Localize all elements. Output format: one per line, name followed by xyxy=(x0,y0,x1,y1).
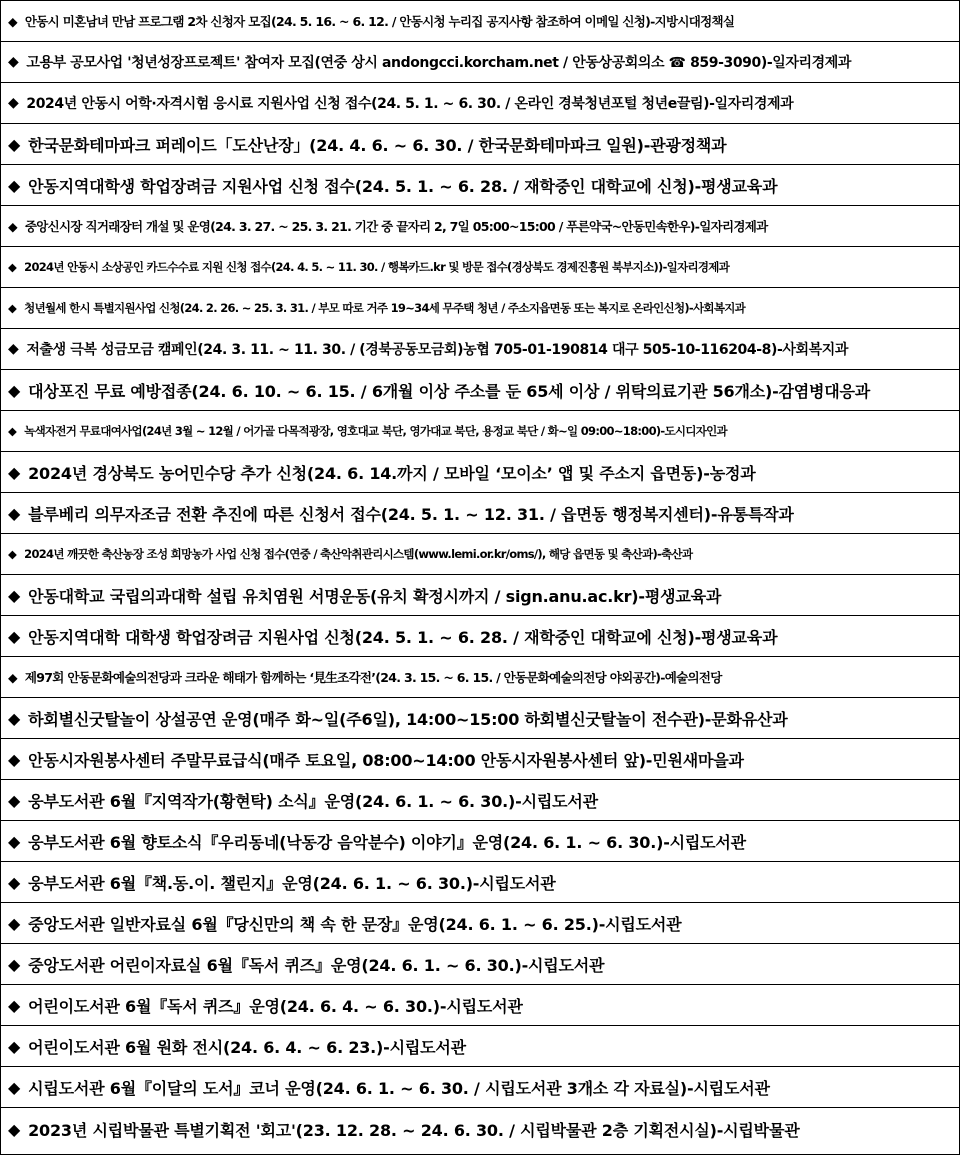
notice-row xyxy=(1,288,959,329)
notice-row xyxy=(1,329,959,370)
diamond-bullet-icon: ◆ xyxy=(8,95,19,111)
notice-row xyxy=(1,165,959,206)
notice-text: 고용부 공모사업 '청년성장프로젝트' 참여자 모집(연중 상시 andongcci.korcham.net / 안동상공회의소 ☎ 859-3090)-일자리경제과 xyxy=(26,55,852,71)
notice-text: 2023년 시립박물관 특별기획전 '회고'(23. 12. 28. ~ 24. 6. 30. / 시립박물관 2층 기획전시실)-시립박물관 xyxy=(28,1120,800,1140)
notice-text: 안동지역대학 대학생 학업장려금 지원사업 신청(24. 5. 1. ~ 6. 28. / 재학중인 대학교에 신청)-평생교육과 xyxy=(28,627,778,647)
notice-text: 제97회 안동문화예술의전당과 크라운 해태가 함께하는 ‘見生조각전’(24. 3. 15. ~ 6. 15. / 안동문화예술의전당 야외공간)-예술의전당 xyxy=(24,670,722,685)
diamond-bullet-icon: ◆ xyxy=(8,995,21,1015)
notice-text: 2024년 깨끗한 축산농장 조성 희망농가 사업 신청 접수(연중 / 축산악취관리시스템(www.lemi.or.kr/oms/), 해당 읍면동 및 축산과)-축산과 xyxy=(24,547,693,561)
notice-text: 웅부도서관 6월 향토소식『우리동네(낙동강 음악분수) 이야기』운영(24. 6. 1. ~ 6. 30.)-시립도서관 xyxy=(28,832,746,852)
notice-row xyxy=(1,42,959,83)
notice-text: 웅부도서관 6월『책.동.이. 챌린지』운영(24. 6. 1. ~ 6. 30.)-시립도서관 xyxy=(28,873,556,893)
diamond-bullet-icon: ◆ xyxy=(8,669,17,685)
notice-row xyxy=(1,124,959,165)
notice-row xyxy=(1,821,959,862)
notice-row xyxy=(1,1067,959,1108)
diamond-bullet-icon: ◆ xyxy=(8,301,17,315)
notice-row xyxy=(1,780,959,821)
diamond-bullet-icon: ◆ xyxy=(8,626,21,646)
notice-text: 중앙신시장 직거래장터 개설 및 운영(24. 3. 27. ~ 25. 3. 21. 기간 중 끝자리 2, 7일 05:00~15:00 / 푸른약국~안동민속한우)-일자리경제과 xyxy=(24,219,768,234)
notice-text: 중앙도서관 어린이자료실 6월『독서 퀴즈』운영(24. 6. 1. ~ 6. 30.)-시립도서관 xyxy=(28,955,605,975)
notice-row xyxy=(1,698,959,739)
diamond-bullet-icon: ◆ xyxy=(8,13,17,29)
notice-row xyxy=(1,206,959,247)
notice-row xyxy=(1,862,959,903)
notice-text: 안동시자원봉사센터 주말무료급식(매주 토요일, 08:00~14:00 안동시자원봉사센터 앞)-민원새마을과 xyxy=(28,750,744,770)
notice-text: 블루베리 의무자조금 전환 추진에 따른 신청서 접수(24. 5. 1. ~ 12. 31. / 읍면동 행정복지센터)-유통특작과 xyxy=(28,504,794,524)
notice-text: 안동대학교 국립의과대학 설립 유치염원 서명운동(유치 확정시까지 / sign.anu.ac.kr)-평생교육과 xyxy=(28,586,722,606)
notice-row xyxy=(1,83,959,124)
diamond-bullet-icon: ◆ xyxy=(8,424,17,438)
notice-row xyxy=(1,370,959,411)
diamond-bullet-icon: ◆ xyxy=(8,749,21,769)
diamond-bullet-icon: ◆ xyxy=(8,218,17,234)
notice-row xyxy=(1,411,959,452)
diamond-bullet-icon: ◆ xyxy=(8,503,21,523)
notice-row xyxy=(1,616,959,657)
diamond-bullet-icon: ◆ xyxy=(8,54,19,70)
diamond-bullet-icon: ◆ xyxy=(8,260,17,274)
diamond-bullet-icon: ◆ xyxy=(8,872,21,892)
notice-row xyxy=(1,575,959,616)
notice-row xyxy=(1,739,959,780)
diamond-bullet-icon: ◆ xyxy=(8,547,17,561)
notice-text: 어린이도서관 6월 원화 전시(24. 6. 4. ~ 6. 23.)-시립도서관 xyxy=(28,1037,466,1057)
notice-row xyxy=(1,903,959,944)
diamond-bullet-icon: ◆ xyxy=(8,380,21,400)
notice-text: 중앙도서관 일반자료실 6월『당신만의 책 속 한 문장』운영(24. 6. 1. ~ 6. 25.)-시립도서관 xyxy=(28,914,682,934)
notice-row xyxy=(1,985,959,1026)
diamond-bullet-icon: ◆ xyxy=(8,954,21,974)
notice-text: 녹색자전거 무료대여사업(24년 3월 ~ 12월 / 어가골 다목적광장, 영호대교 북단, 영가대교 북단, 용정교 북단 / 화~일 09:00~18:00)-도시디자인과 xyxy=(24,424,727,438)
notice-row xyxy=(1,247,959,288)
notice-text: 한국문화테마파크 퍼레이드「도산난장」(24. 4. 6. ~ 6. 30. / 한국문화테마파크 일원)-관광정책과 xyxy=(28,135,727,155)
diamond-bullet-icon: ◆ xyxy=(8,913,21,933)
notice-text: 저출생 극복 성금모금 캠페인(24. 3. 11. ~ 11. 30. / (경북공동모금회)농협 705-01-190814 대구 505-10-116204-8)-사회복지과 xyxy=(26,342,849,358)
notice-text: 2024년 안동시 어학·자격시험 응시료 지원사업 신청 접수(24. 5. 1. ~ 6. 30. / 온라인 경북청년포털 청년e끌림)-일자리경제과 xyxy=(26,96,794,112)
notice-row xyxy=(1,1026,959,1067)
diamond-bullet-icon: ◆ xyxy=(8,175,21,195)
diamond-bullet-icon: ◆ xyxy=(8,341,19,357)
diamond-bullet-icon: ◆ xyxy=(8,831,21,851)
diamond-bullet-icon: ◆ xyxy=(8,585,21,605)
notice-row xyxy=(1,1,959,42)
notice-text: 대상포진 무료 예방접종(24. 6. 10. ~ 6. 15. / 6개월 이상 주소를 둔 65세 이상 / 위탁의료기관 56개소)-감염병대응과 xyxy=(28,381,871,401)
notice-text: 2024년 경상북도 농어민수당 추가 신청(24. 6. 14.까지 / 모바일 ‘모이소’ 앱 및 주소지 읍면동)-농정과 xyxy=(28,463,756,483)
notice-text: 웅부도서관 6월『지역작가(황현탁) 소식』운영(24. 6. 1. ~ 6. 30.)-시립도서관 xyxy=(28,791,598,811)
notice-text: 하회별신굿탈놀이 상설공연 운영(매주 화~일(주6일), 14:00~15:00 하회별신굿탈놀이 전수관)-문화유산과 xyxy=(28,709,788,729)
notice-row xyxy=(1,534,959,575)
notice-row xyxy=(1,944,959,985)
notice-text: 청년월세 한시 특별지원사업 신청(24. 2. 26. ~ 25. 3. 31. / 부모 따로 거주 19~34세 무주택 청년 / 주소지읍면동 또는 복지로 온라인신청)-사회복지과 xyxy=(24,301,746,315)
notice-row xyxy=(1,1108,959,1150)
notice-text: 어린이도서관 6월『독서 퀴즈』운영(24. 6. 4. ~ 6. 30.)-시립도서관 xyxy=(28,996,523,1016)
notice-row xyxy=(1,493,959,534)
diamond-bullet-icon: ◆ xyxy=(8,790,21,810)
diamond-bullet-icon: ◆ xyxy=(8,462,21,482)
notice-text: 시립도서관 6월『이달의 도서』코너 운영(24. 6. 1. ~ 6. 30. / 시립도서관 3개소 각 자료실)-시립도서관 xyxy=(28,1078,770,1098)
notice-text: 안동지역대학생 학업장려금 지원사업 신청 접수(24. 5. 1. ~ 6. 28. / 재학중인 대학교에 신청)-평생교육과 xyxy=(28,176,778,196)
notice-text: 안동시 미혼남녀 만남 프로그램 2차 신청자 모집(24. 5. 16. ~ 6. 12. / 안동시청 누리집 공지사항 참조하여 이메일 신청)-지방시대정책실 xyxy=(24,14,735,29)
diamond-bullet-icon: ◆ xyxy=(8,134,21,154)
diamond-bullet-icon: ◆ xyxy=(8,1077,21,1097)
notice-row xyxy=(1,657,959,698)
notice-row xyxy=(1,452,959,493)
diamond-bullet-icon: ◆ xyxy=(8,708,21,728)
diamond-bullet-icon: ◆ xyxy=(8,1036,21,1056)
notice-text: 2024년 안동시 소상공인 카드수수료 지원 신청 접수(24. 4. 5. ~ 11. 30. / 행복카드.kr 및 방문 접수(경상북도 경제진흥원 북부지소))-일자리경제과 xyxy=(24,260,730,274)
diamond-bullet-icon: ◆ xyxy=(8,1119,21,1139)
